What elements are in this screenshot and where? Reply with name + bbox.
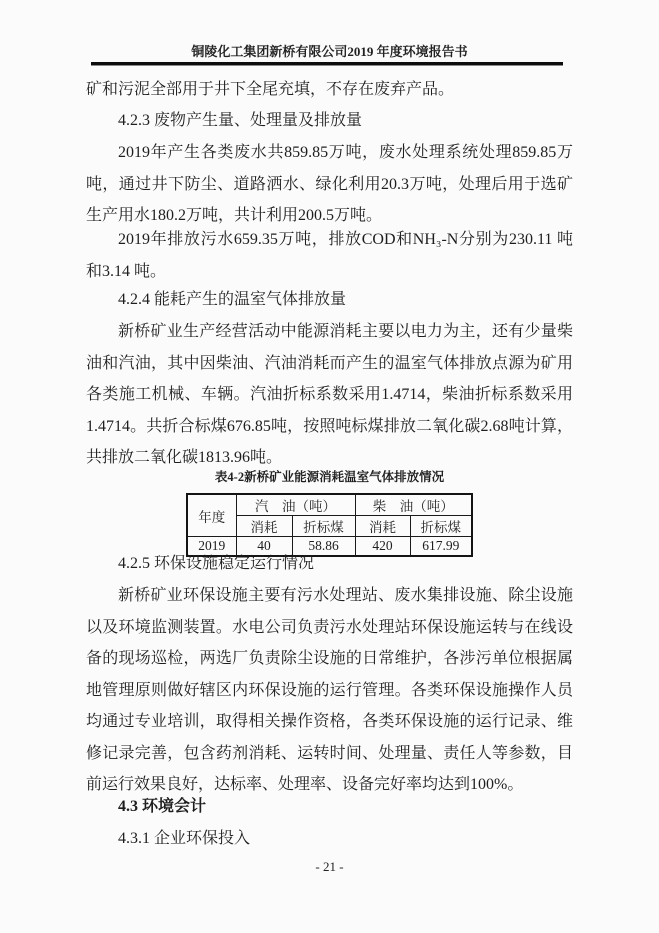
table-caption: 表4-2新桥矿业能源消耗温室气体排放情况 xyxy=(214,470,445,484)
text-line: 2019年产生各类废水共859.85万吨，废水处理系统处理859.85万 xyxy=(118,144,573,161)
cell-gasoline-consumption: 40 xyxy=(236,537,292,557)
section-heading-4-3: 4.3 环境会计 xyxy=(118,798,207,815)
th-year: 年度 xyxy=(187,494,236,537)
text-line: 2019年排放污水659.35万吨，排放COD和NH₃-N分别为230.11 吨 xyxy=(118,231,573,248)
section-heading-4-2-4: 4.2.4 能耗产生的温室气体排放量 xyxy=(118,291,347,308)
th-diesel-consumption: 消耗 xyxy=(355,516,410,537)
th-gasoline: 汽 油（吨） xyxy=(236,494,355,516)
text-line: 共排放二氧化碳1813.96吨。 xyxy=(86,449,283,466)
text-line: 生产用水180.2万吨，共计利用200.5万吨。 xyxy=(86,207,383,224)
text-line: 前运行效果良好，达标率、处理率、设备完好率均达到100%。 xyxy=(86,776,524,793)
text-line: 新桥矿业生产经营活动中能源消耗主要以电力为主，还有少量柴 xyxy=(118,323,573,340)
paragraph-facilities xyxy=(86,580,573,801)
paragraph-tailings xyxy=(86,74,573,106)
text-line: 均通过专业培训，取得相关操作资格，各类环保设施的运行记录、维 xyxy=(86,713,573,730)
paragraph-energy-emission xyxy=(86,316,573,474)
th-gasoline-coal-equivalent: 折标煤 xyxy=(292,516,355,537)
cell-gasoline-coal-equivalent: 58.86 xyxy=(292,537,355,557)
cell-diesel-coal-equivalent: 617.99 xyxy=(410,537,472,557)
text-line: 矿和污泥全部用于井下全尾充填，不存在废弃产品。 xyxy=(86,81,455,98)
th-diesel-coal-equivalent: 折标煤 xyxy=(410,516,472,537)
cell-diesel-consumption: 420 xyxy=(355,537,410,557)
text-line: 新桥矿业环保设施主要有污水处理站、废水集排设施、除尘设施 xyxy=(118,587,573,604)
section-heading-4-2-3: 4.2.3 废物产生量、处理量及排放量 xyxy=(118,112,363,129)
paragraph-discharge xyxy=(86,224,573,287)
text-line: 地管理原则做好辖区内环保设施的运行管理。各类环保设施操作人员 xyxy=(86,681,573,699)
text-line: 各类施工机械、车辆。汽油折标系数采用1.4714，柴油折标系数采用 xyxy=(86,386,573,403)
section-heading-4-3-1: 4.3.1 企业环保投入 xyxy=(118,830,251,847)
section-heading-4-2-5: 4.2.5 环保设施稳定运行情况 xyxy=(118,555,315,572)
cell-year: 2019 xyxy=(187,537,236,557)
page-header-title: 铜陵化工集团新桥有限公司2019 年度环境报告书 xyxy=(191,44,468,59)
text-line: 修记录完善，包含药剂消耗、运转时间、处理量、责任人等参数，目 xyxy=(86,744,573,762)
text-line: 1.4714。共折合标煤676.85吨，按照吨标煤排放二氧化碳2.68吨计算， xyxy=(86,417,573,435)
text-line: 以及环境监测装置。水电公司负责污水处理站环保设施运转与在线设 xyxy=(86,618,573,636)
text-line: 油和汽油，其中因柴油、汽油消耗而产生的温室气体排放点源为矿用 xyxy=(86,354,573,372)
text-line: 备的现场巡检，两选厂负责除尘设施的日常维护，各涉污单位根据属 xyxy=(86,650,573,667)
text-line: 吨，通过井下防尘、道路洒水、绿化利用20.3万吨，处理后用于选矿 xyxy=(86,175,573,193)
page-number: - 21 - xyxy=(315,859,344,874)
paragraph-wastewater xyxy=(86,137,573,232)
th-gasoline-consumption: 消耗 xyxy=(236,516,292,537)
th-diesel: 柴 油（吨） xyxy=(355,494,472,516)
header-rule xyxy=(91,62,563,66)
text-line: 和3.14 吨。 xyxy=(86,262,167,280)
